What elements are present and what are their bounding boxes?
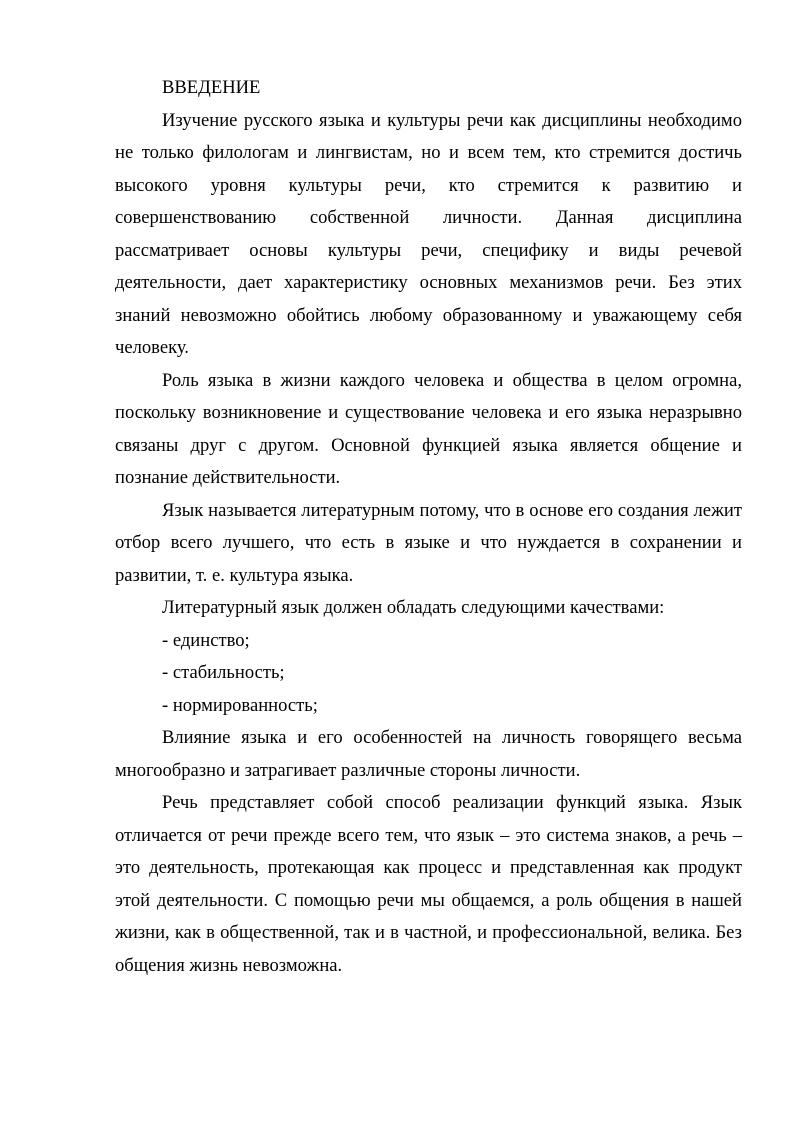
paragraph-intro: Изучение русского языка и культуры речи как дисциплины необходимо не только филологам и лингвистам, но и всем тем, кто стремится достичь высокого уровня культуры речи, кто стремится к развитию и совершенствованию собственной личности. Данная дисциплина рассматривает основы культуры речи, специфику и виды речевой деятельности, дает характеристику основных механизмов речи. Без этих знаний невозможно обойтись любому образованному и уважающему себя человеку. [115,109,742,358]
document-page [115,72,742,982]
paragraph-role-of-language: Роль языка в жизни каждого человека и общества в целом огромна, поскольку возникновение и существование человека и его языка неразрывно связаны друг с другом. Основной функцией языка является общение и познание действительности. [115,369,742,488]
list-item-unity: - единство; [162,629,250,651]
paragraph-qualities-intro: Литературный язык должен обладать следующими качествами: [162,597,665,618]
paragraph-influence: Влияние языка и его особенностей на личность говорящего весьма многообразно и затрагивает различные стороны личности. [115,727,742,781]
paragraph-literary-language: Язык называется литературным потому, что в основе его создания лежит отбор всего лучшего, что есть в языке и что нуждается в сохранении и развитии, т. е. культура языка. [115,499,742,586]
paragraph-speech: Речь представляет собой способ реализации функций языка. Язык отличается от речи прежде всего тем, что язык – это система знаков, а речь – это деятельность, протекающая как процесс и представленная как продукт этой деятельности. С помощью речи мы общаемся, а роль общения в нашей жизни, как в общественной, так и в частной, и профессиональной, велика. Без общения жизнь невозможна. [115,792,742,976]
document-heading: ВВЕДЕНИЕ [162,77,261,98]
list-item-normativity: - нормированность; [162,694,318,716]
list-item-stability: - стабильность; [162,662,285,683]
